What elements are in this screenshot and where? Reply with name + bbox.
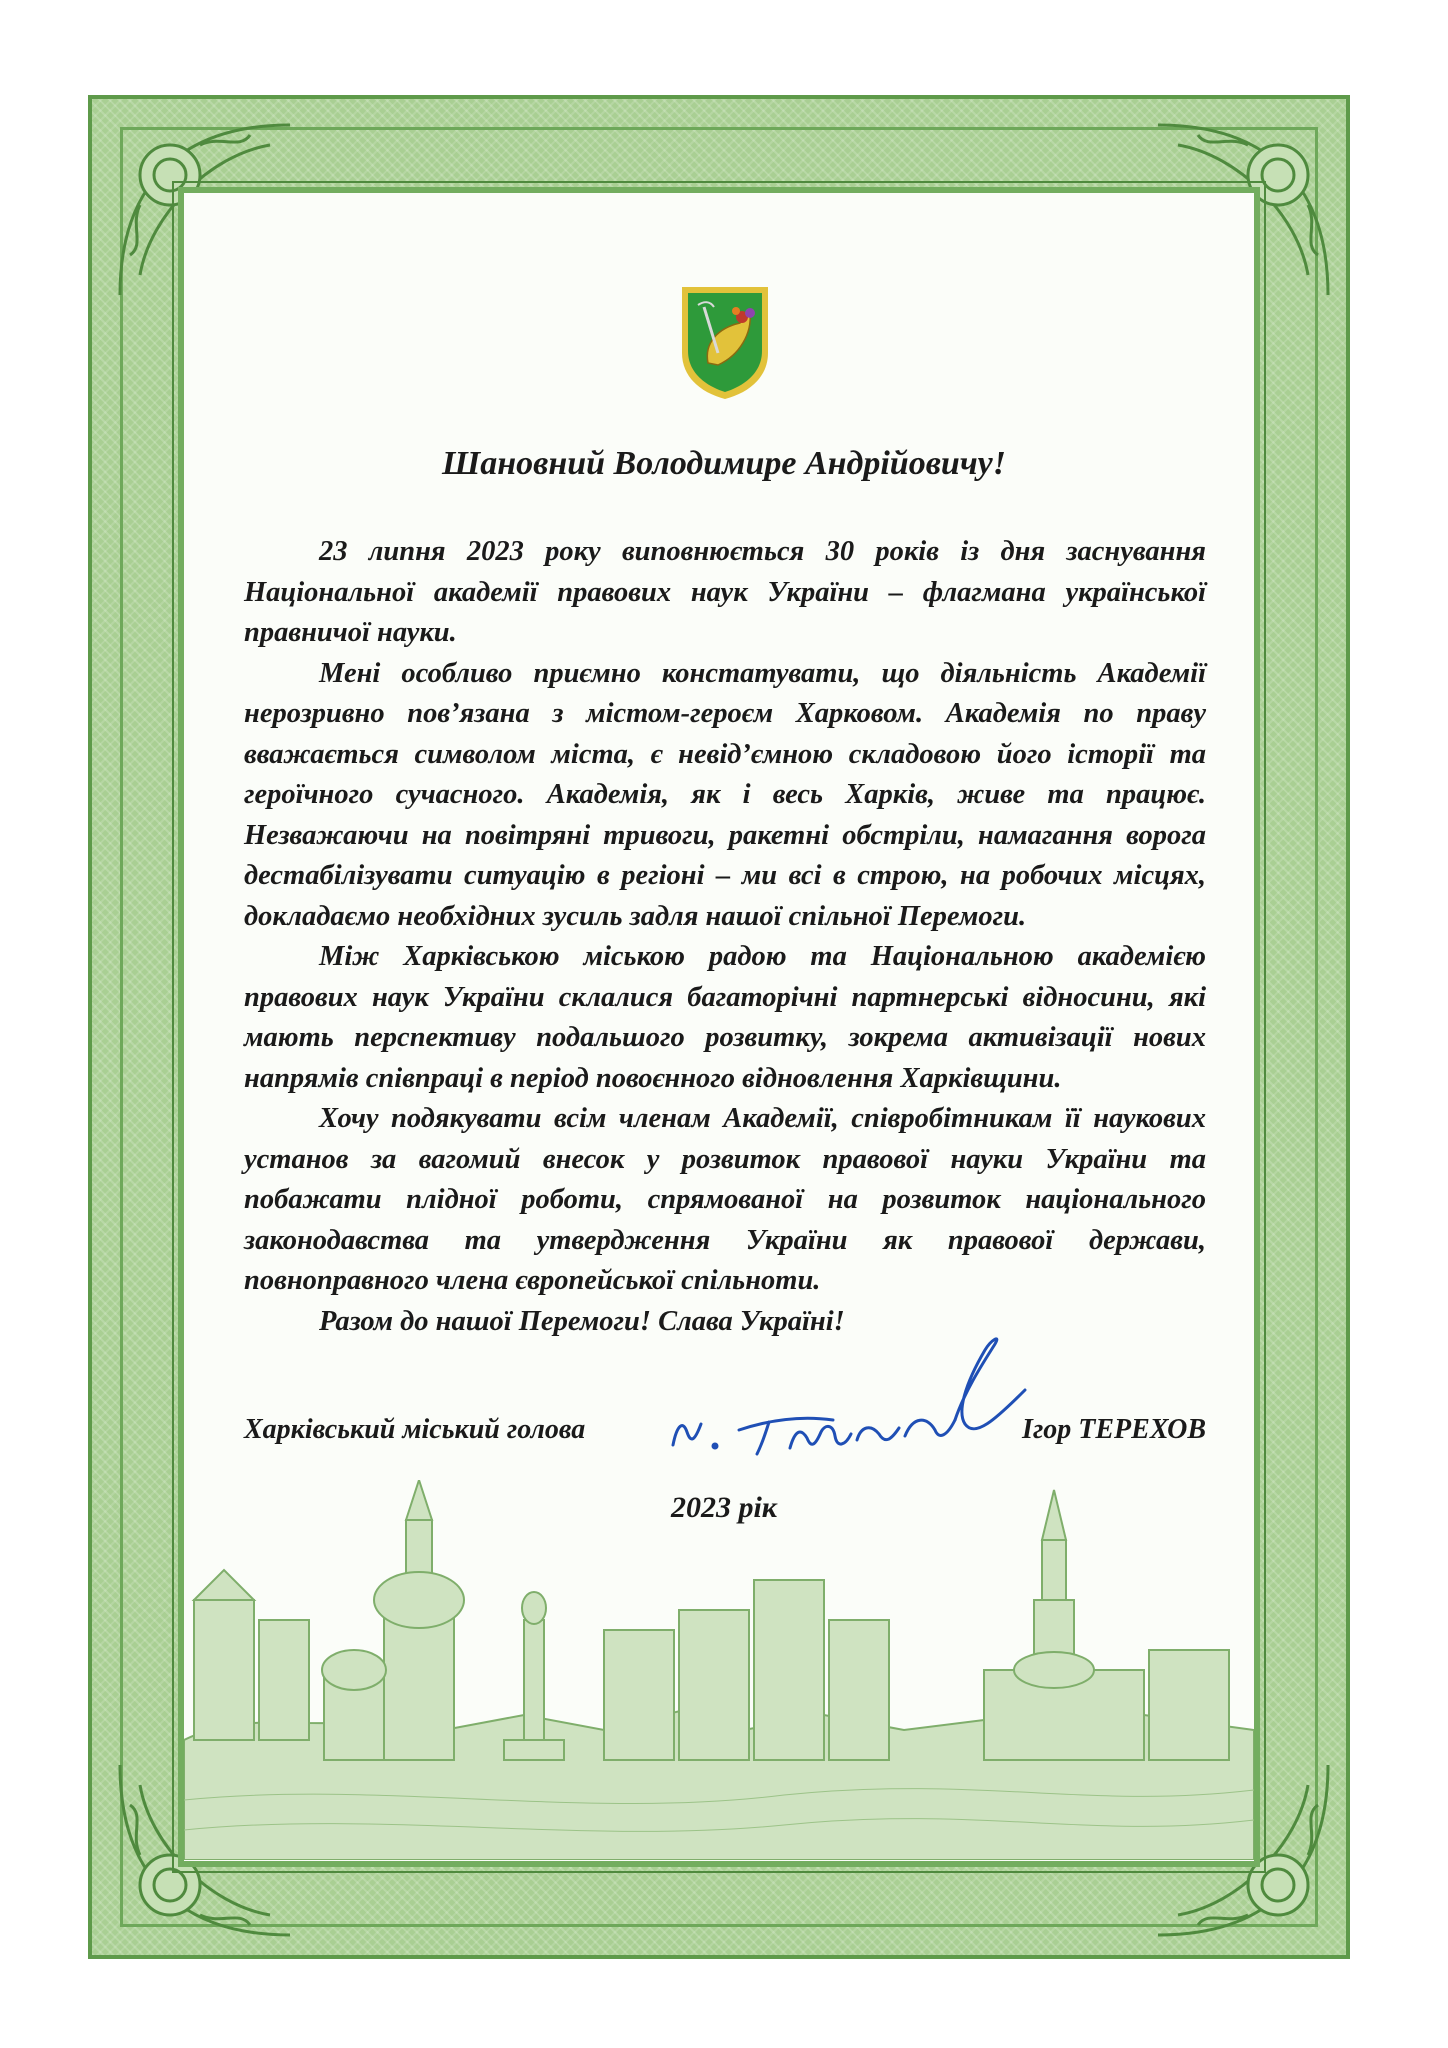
signatory-position: Харківський міський голова [244, 1414, 586, 1445]
paragraph: Разом до нашої Перемоги! Слава Україні! [319, 1305, 845, 1337]
handwritten-signature [665, 1320, 1045, 1490]
signature-row [244, 1406, 1206, 1456]
letter-body [244, 532, 1206, 1342]
signatory-name: Ігор ТЕРЕХОВ [1022, 1414, 1206, 1445]
paragraph: Між Харківською міською радою та Національною академією правових наук України склалися багаторічні партнерські відносини, які мають перспективу подальшого розвитку, зокрема активізації нових напрямів співпраці в період повоєнного відновлення Харківщини. [244, 941, 1206, 1094]
paragraph: 23 липня 2023 року виповнюється 30 років із дня заснування Національної академії правових наук України – флагмана української правничої науки. [244, 536, 1206, 648]
paragraph: Мені особливо приємно констатувати, що діяльність Академії нерозривно пов’язана з містом-героєм Харковом. Академія по праву вважається символом міста, є невід’ємною складовою його історії та героїчного сучасного. Академія, як і весь Харків, живе та працює. Незважаючи на повітряні тривоги, ракетні обстріли, намагання ворога дестабілізувати ситуацію в регіоні – ми всі в строю, на робочих місцях, докладаємо необхідних зусиль задля нашої спільної Перемоги. [244, 657, 1206, 932]
kharkiv-cityscape-illustration [184, 1480, 1254, 1860]
paragraph: Хочу подякувати всім членам Академії, співробітникам її наукових установ за вагомий внесок у розвиток правової науки України та побажати плідної роботи, спрямованої на розвиток національного законодавства та утвердження України як правової держави, повноправного члена європейської спільноти. [244, 1103, 1206, 1296]
kharkiv-coat-of-arms-icon [678, 283, 772, 401]
letter-greeting: Шановний Володимире Андрійовичу! [442, 445, 1006, 482]
letter-year: 2023 рік [670, 1491, 778, 1524]
